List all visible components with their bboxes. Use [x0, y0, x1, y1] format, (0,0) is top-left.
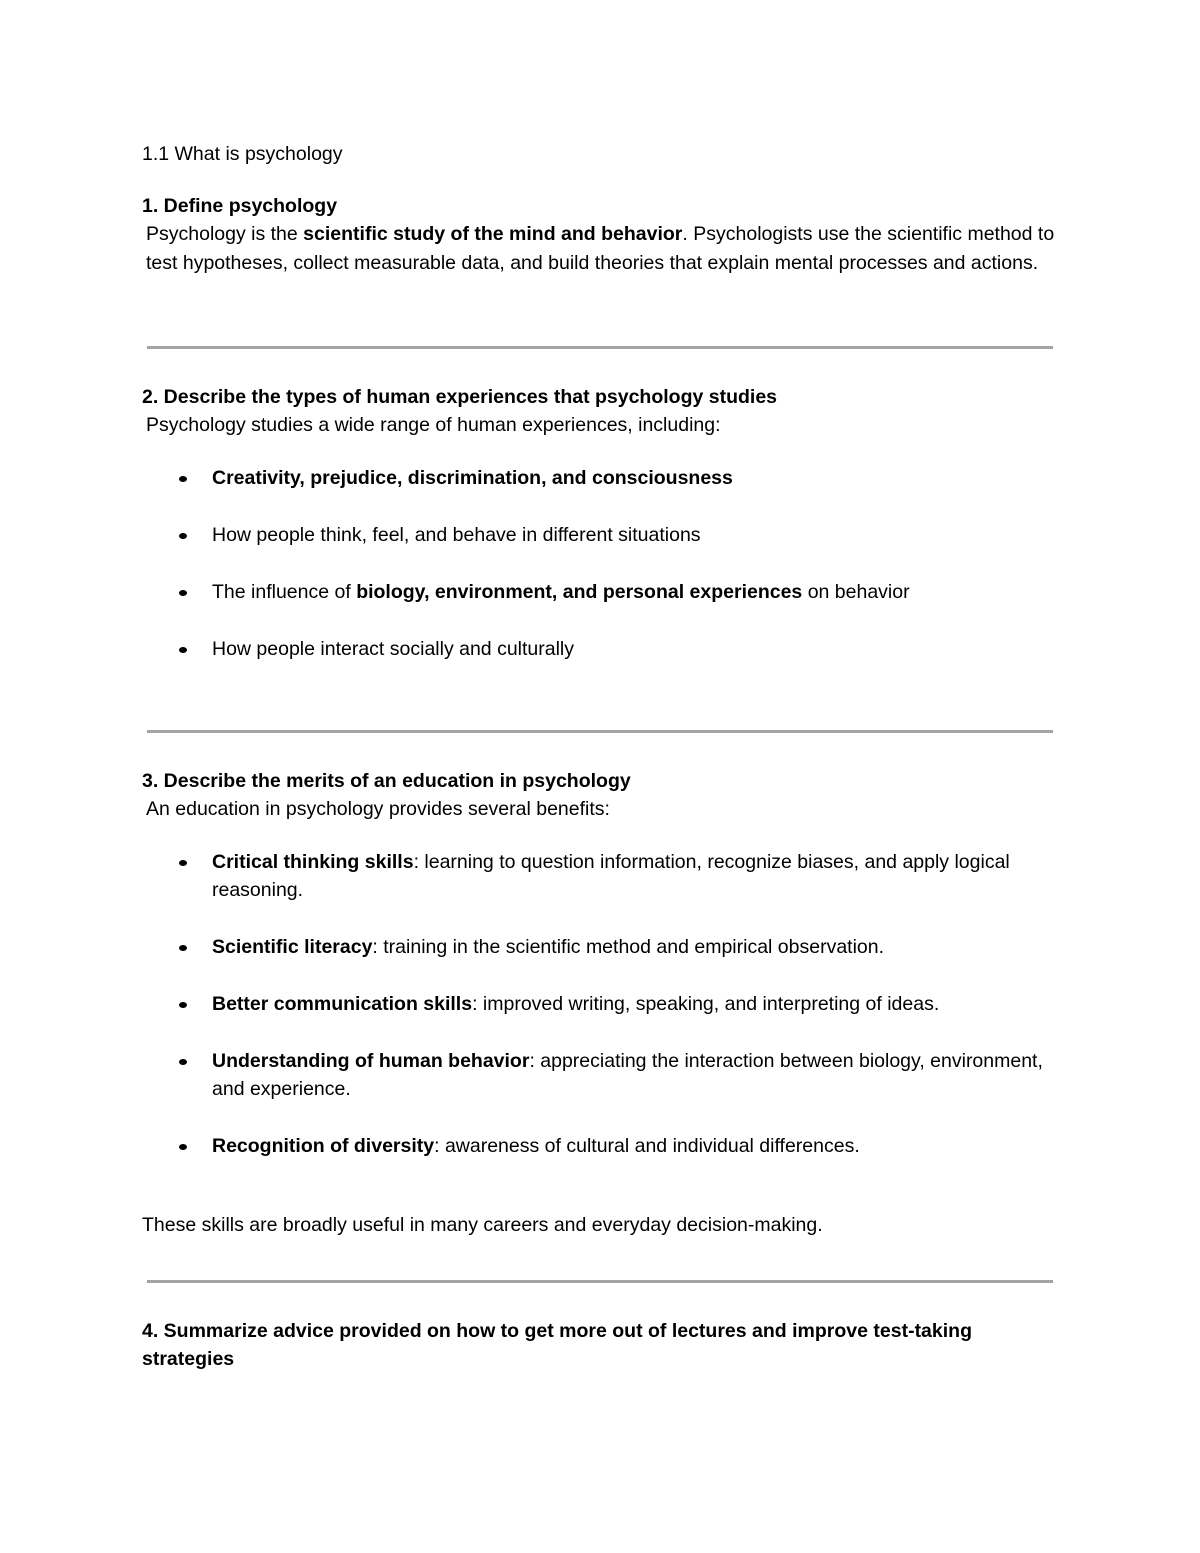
section-3-list — [142, 848, 1062, 1160]
section-3-heading: 3. Describe the merits of an education in psychology — [142, 770, 631, 792]
bullet-icon — [179, 1002, 187, 1008]
list-item — [142, 933, 1062, 961]
list-item-bold: Scientific literacy — [212, 936, 373, 958]
list-item-text: : improved writing, speaking, and interpreting of ideas. — [472, 993, 940, 1015]
list-item-text: How people think, feel, and behave in different situations — [212, 524, 701, 546]
section-4-heading: 4. Summarize advice provided on how to get more out of lectures and improve test-taking strategies — [142, 1320, 972, 1370]
section-1-text-bold: scientific study of the mind and behavior — [303, 223, 683, 245]
list-item — [142, 1047, 1062, 1103]
horizontal-rule — [147, 346, 1053, 349]
section-3-closing: These skills are broadly useful in many careers and everyday decision-making. — [142, 1214, 823, 1236]
list-item-bold: Understanding of human behavior — [212, 1050, 530, 1072]
bullet-icon — [179, 590, 187, 596]
section-1-text-before: Psychology is the — [146, 223, 304, 245]
section-education-merits — [142, 767, 1062, 1240]
list-item-text: : training in the scientific method and empirical observation. — [372, 936, 885, 958]
list-item-bold: biology, environment, and personal experiences — [356, 581, 803, 603]
section-2-heading: 2. Describe the types of human experiences that psychology studies — [142, 386, 778, 408]
document-title: 1.1 What is psychology — [142, 143, 343, 165]
bullet-icon — [179, 533, 187, 539]
list-item-text: : awareness of cultural and individual differences. — [434, 1135, 860, 1157]
list-item-bold: Critical thinking skills — [212, 851, 414, 873]
list-item — [142, 1132, 1062, 1160]
list-item-before: The influence of — [212, 581, 357, 603]
bullet-icon — [179, 647, 187, 653]
list-item-bold: Better communication skills — [212, 993, 473, 1015]
list-item — [142, 848, 1062, 904]
list-item-bold: Creativity, prejudice, discrimination, and consciousness — [212, 467, 733, 489]
bullet-icon — [179, 860, 187, 866]
list-item — [142, 635, 1062, 663]
list-item-bold: Recognition of diversity — [212, 1135, 435, 1157]
list-item — [142, 464, 1062, 492]
bullet-icon — [179, 1059, 187, 1065]
section-lecture-advice — [142, 1317, 1062, 1373]
section-1-heading: 1. Define psychology — [142, 195, 338, 217]
list-item — [142, 521, 1062, 549]
bullet-icon — [179, 945, 187, 951]
section-2-intro: Psychology studies a wide range of human experiences, including: — [146, 414, 721, 436]
section-3-intro: An education in psychology provides several benefits: — [146, 798, 610, 820]
bullet-icon — [179, 1144, 187, 1150]
section-1-text-after: . Psychologists use the scientific method to test hypotheses, collect measurable data, and build theories that explain mental processes and actions. — [146, 223, 1055, 274]
section-define-psychology — [142, 192, 1062, 278]
bullet-icon — [179, 476, 187, 482]
horizontal-rule — [147, 730, 1053, 733]
list-item-text: How people interact socially and culturally — [212, 638, 575, 660]
horizontal-rule — [147, 1280, 1053, 1283]
list-item — [142, 578, 1062, 606]
list-item — [142, 990, 1062, 1018]
list-item-text: : learning to question information, recognize biases, and apply logical reasoning. — [212, 851, 1010, 901]
section-1-paragraph — [142, 220, 1062, 278]
list-item-after: on behavior — [802, 581, 910, 603]
section-human-experiences — [142, 383, 1062, 663]
section-2-list — [142, 464, 1062, 663]
list-item-text: : appreciating the interaction between biology, environment, and experience. — [212, 1050, 1043, 1100]
